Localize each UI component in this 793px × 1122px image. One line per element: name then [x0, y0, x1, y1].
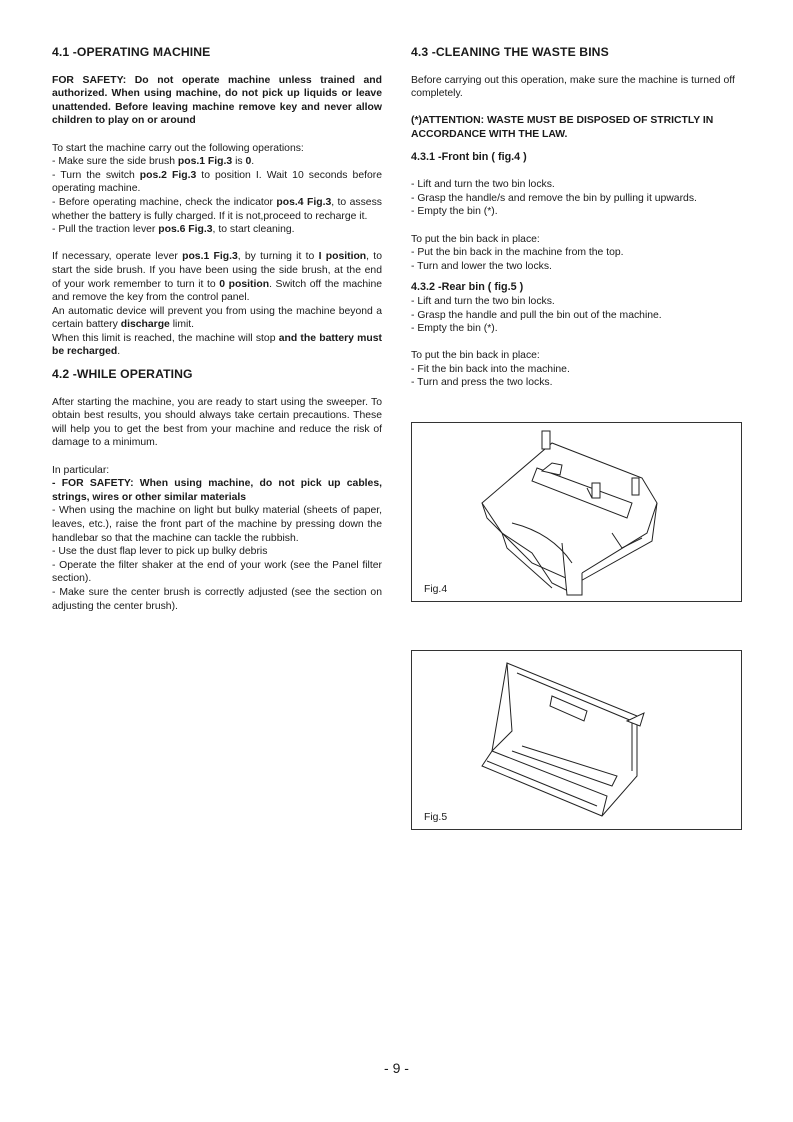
waste-attention: (*)ATTENTION: WASTE MUST BE DISPOSED OF STRICTLY IN ACCORDANCE WITH THE LAW. [411, 115, 714, 140]
discharge-paragraph: An automatic device will prevent you from using the machine beyond a certain battery discharge limit. [52, 305, 382, 331]
rear-bin-step-1: - Lift and turn the two bin locks. [411, 295, 555, 307]
start-step-2: - Turn the switch pos.2 Fig.3 to position I. Wait 10 seconds before operating machine. [52, 169, 383, 195]
bulky-material-tip: - When using the machine on light but bulky material (sheets of paper, leaves, etc.), raise the front part of the machine by pressing down the handlebar so that the machine can tackle the rubbish. [52, 505, 382, 544]
safety-warning: FOR SAFETY: Do not operate machine unless trained and authorized. When using machine, do not pick up liquids or leave unattended. Before leaving machine remove key and never allow children to play on or around [52, 74, 382, 127]
front-bin-step-2: - Grasp the handle/s and remove the bin by pulling it upwards. [411, 192, 697, 204]
center-brush-tip: - Make sure the center brush is correctly adjusted (see the section on adjusting the center brush). [52, 586, 382, 612]
operating-intro: After starting the machine, you are ready to start using the sweeper. To obtain best results, you should always take certain precautions. These will help you to get the best from your machine and reduce the risk of damage to a minimum. [52, 396, 382, 449]
cleaning-intro: Before carrying out this operation, make sure the machine is turned off completely. [411, 74, 735, 100]
start-intro: To start the machine carry out the following operations: [52, 142, 304, 154]
rear-bin-illustration [412, 651, 741, 829]
safety-cables: - FOR SAFETY: When using machine, do not pick up cables, strings, wires or other similar materials [52, 478, 382, 503]
front-bin-replace-intro: To put the bin back in place: [411, 233, 540, 245]
rear-bin-replace-2: - Turn and press the two locks. [411, 377, 553, 389]
filter-shaker-tip: - Operate the filter shaker at the end of your work (see the Panel filter section). [52, 559, 382, 585]
figure-5-rear-bin [411, 650, 742, 830]
section-4-2-title: 4.2 -WHILE OPERATING [52, 367, 193, 382]
section-4-3-title: 4.3 -CLEANING THE WASTE BINS [411, 45, 609, 59]
start-step-3: - Before operating machine, check the indicator pos.4 Fig.3, to assess whether the battery is fully charged. If it is not,proceed to recharge it. [52, 196, 382, 222]
recharge-paragraph: When this limit is reached, the machine will stop and the battery must be recharged. [52, 332, 382, 358]
rear-bin-step-3: - Empty the bin (*). [411, 323, 498, 335]
left-column [52, 46, 382, 613]
right-column [411, 46, 741, 390]
dust-flap-tip: - Use the dust flap lever to pick up bulky debris [52, 546, 268, 558]
start-step-1: - Make sure the side brush pos.1 Fig.3 is 0. [52, 156, 255, 168]
rear-bin-replace-intro: To put the bin back in place: [411, 350, 540, 362]
figure-4-label: Fig.4 [424, 584, 448, 595]
front-bin-step-3: - Empty the bin (*). [411, 206, 498, 218]
start-step-4: - Pull the traction lever pos.6 Fig.3, to start cleaning. [52, 224, 295, 236]
section-4-3-1-title: 4.3.1 -Front bin ( fig.4 ) [411, 150, 527, 163]
rear-bin-replace-1: - Fit the bin back into the machine. [411, 363, 570, 375]
front-bin-step-1: - Lift and turn the two bin locks. [411, 179, 555, 191]
figure-4-front-bin [411, 422, 742, 602]
figure-5-label: Fig.5 [424, 812, 448, 823]
front-bin-replace-2: - Turn and lower the two locks. [411, 260, 552, 272]
rear-bin-step-2: - Grasp the handle and pull the bin out of the machine. [411, 309, 662, 321]
section-4-3-2-title: 4.3.2 -Rear bin ( fig.5 ) [411, 281, 524, 294]
section-4-1-title: 4.1 -OPERATING MACHINE [52, 45, 211, 59]
page-number: - 9 - [384, 1060, 409, 1076]
front-bin-illustration [412, 423, 741, 601]
front-bin-replace-1: - Put the bin back in the machine from the top. [411, 247, 624, 259]
side-brush-paragraph: If necessary, operate lever pos.1 Fig.3, by turning it to I position, to start the side brush. If you have been using the side brush, at the end of your work remember to turn it to 0 position. Switch off the machine and remove the key from the control panel. [52, 251, 382, 304]
in-particular: In particular: [52, 464, 110, 476]
